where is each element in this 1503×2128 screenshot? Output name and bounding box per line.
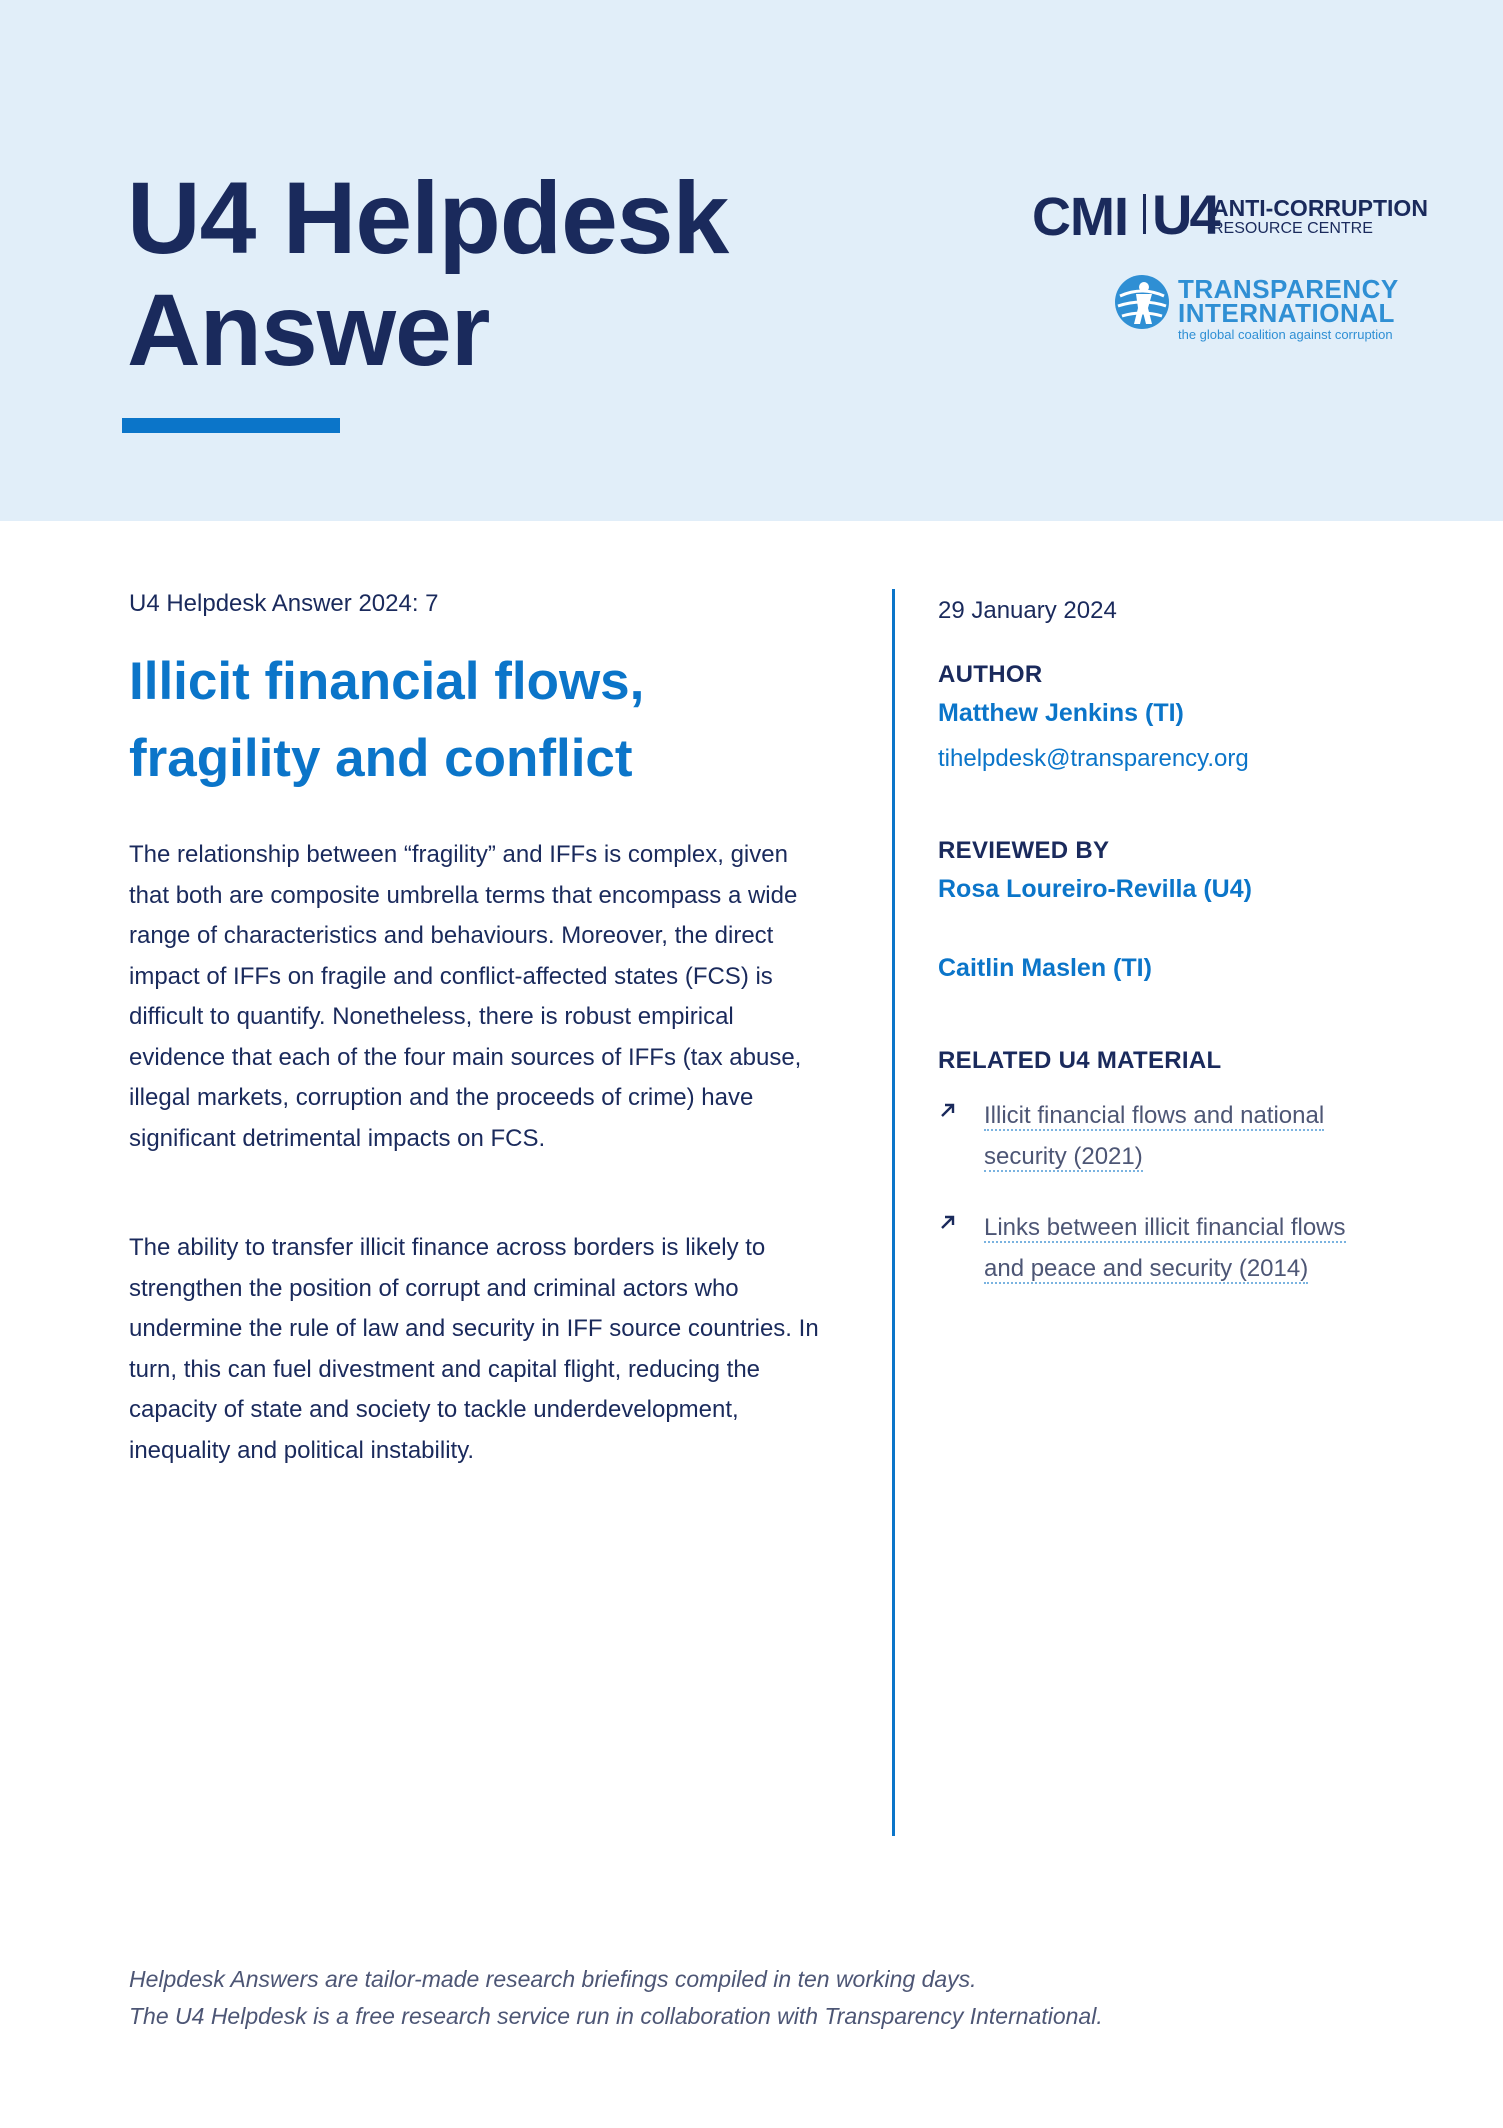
reviewer-name-2: Caitlin Maslen (TI) (938, 954, 1152, 982)
cmi-logo-text: CMI (1032, 187, 1128, 247)
ti-logo-line-2: INTERNATIONAL (1178, 298, 1395, 328)
page-title (127, 162, 728, 386)
author-name: Matthew Jenkins (TI) (938, 699, 1184, 727)
u4-logo-line-2: RESOURCE CENTRE (1212, 220, 1373, 237)
ti-logo-tagline: the global coalition against corruption (1178, 327, 1393, 342)
footer-line-2: The U4 Helpdesk is a free research service run in collaboration with Transparency International. (129, 2003, 1103, 2029)
page-title-line-2: Answer (127, 273, 490, 387)
related-material-heading: RELATED U4 MATERIAL (938, 1047, 1222, 1074)
reviewer-name-1: Rosa Loureiro-Revilla (U4) (938, 875, 1252, 903)
related-link-label: Links between illicit financial flows and peace and security (2014) (984, 1214, 1346, 1282)
footer-line-1: Helpdesk Answers are tailor-made research briefings compiled in ten working days. (129, 1966, 977, 1992)
u4-logo-line-1: ANTI-CORRUPTION (1212, 195, 1428, 221)
related-link-label: Illicit financial flows and national security (2021) (984, 1102, 1325, 1170)
author-email-link[interactable]: tihelpdesk@transparency.org (938, 745, 1249, 772)
column-divider (892, 589, 895, 1836)
ti-logo-line-1: TRANSPARENCY (1178, 274, 1399, 304)
summary-paragraph-1: The relationship between “fragility” and IFFs is complex, given that both are composite umbrella terms that encompass a wide range of characteristics and behaviours. Moreover, the direct impact of IFFs on fragile and conflict-affected states (FCS) is difficult to quantify. Nonetheless, there is robust empirical evidence that each of the four main sources of IFFs (tax abuse, illegal markets, corruption and the proceeds of crime) have significant detrimental impacts on FCS. (129, 841, 802, 1152)
cmi-u4-logo (1030, 183, 1428, 250)
external-arrow-icon (938, 1212, 958, 1232)
title-accent-rule (122, 418, 340, 433)
author-heading: AUTHOR (938, 661, 1043, 688)
series-number: U4 Helpdesk Answer 2024: 7 (129, 590, 439, 617)
document-title (129, 643, 849, 797)
transparency-international-logo (1114, 272, 1404, 346)
reviewed-by-heading: REVIEWED BY (938, 837, 1110, 864)
logo-divider (1143, 194, 1146, 234)
related-link-2[interactable] (938, 1208, 1378, 1292)
page-title-line-1: U4 Helpdesk (127, 161, 729, 275)
footer-note (129, 1961, 1103, 2035)
document-title-line-2: fragility and conflict (129, 729, 633, 788)
summary-paragraph-2: The ability to transfer illicit finance across borders is likely to strengthen the position of corrupt and criminal actors who undermine the rule of law and security in IFF source countries. In turn, this can fuel divestment and capital flight, reducing the capacity of state and society to tackle underdevelopment, inequality and political instability. (129, 1234, 819, 1464)
u4-logo-mark: U4 (1152, 183, 1218, 246)
publication-date: 29 January 2024 (938, 597, 1117, 624)
related-link-1[interactable] (938, 1096, 1378, 1180)
globe-person-icon (1114, 274, 1170, 330)
header-banner (0, 0, 1503, 521)
document-title-line-1: Illicit financial flows, (129, 652, 645, 711)
external-arrow-icon (938, 1100, 958, 1120)
